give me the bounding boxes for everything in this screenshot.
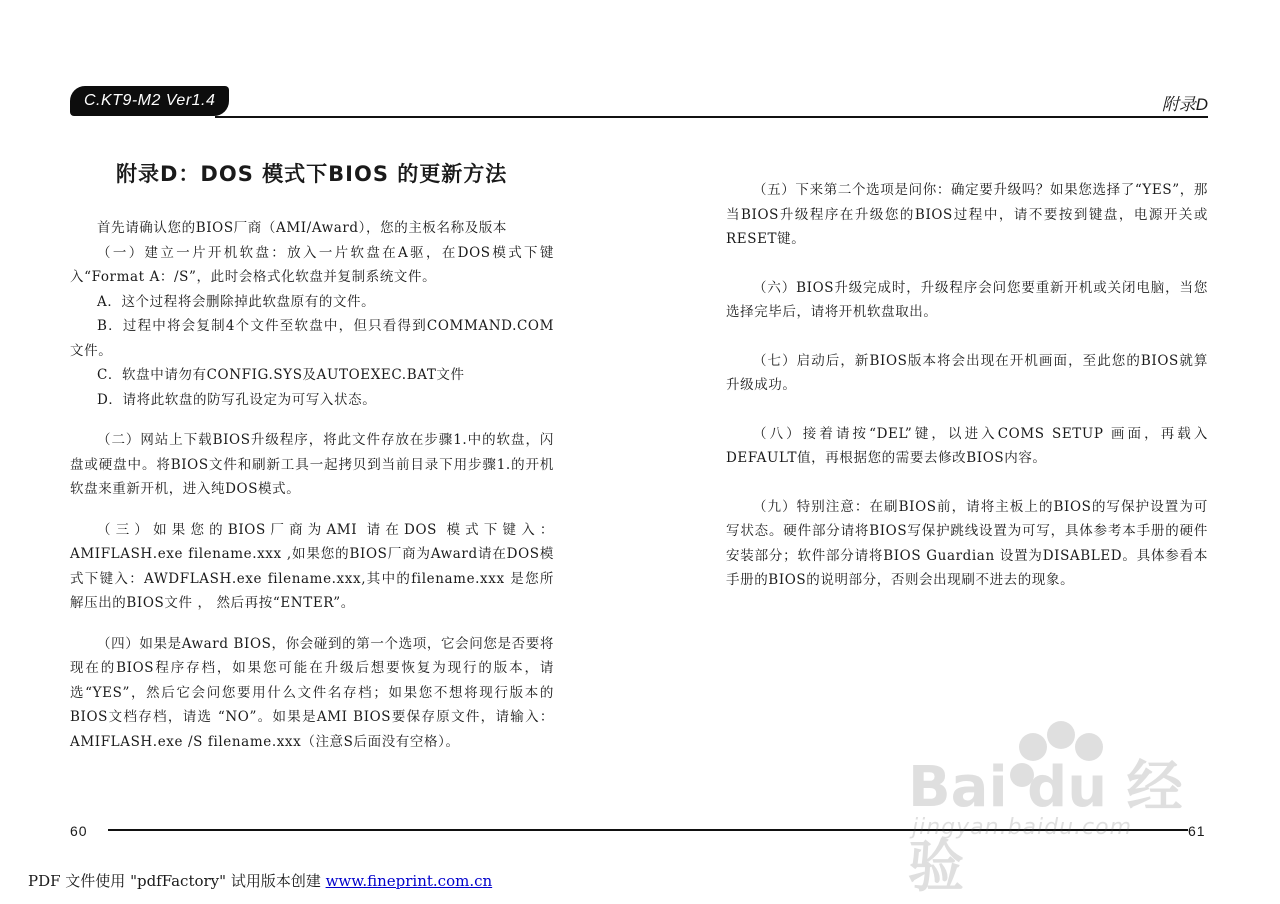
paragraph-step-3: （三）如果您的BIOS厂商为AMI 请在DOS 模式下键入：AMIFLASH.exe filename.xxx ,如果您的BIOS厂商为Award请在DOS模式下键入：AWDFLASH.exe filename.xxx,其中的filename.xxx 是您所解压出的BIOS文件 ， 然后再按“ENTER”。 (70, 521, 554, 611)
fineprint-link[interactable]: www.fineprint.com.cn (325, 872, 493, 890)
pdf-factory-note (28, 870, 492, 891)
baidu-watermark (908, 705, 1208, 900)
version-badge: C.KT9-M2 Ver1.4 (70, 86, 229, 116)
paragraph-step-1a: A．这个过程将会删除掉此软盘原有的文件。 (97, 293, 376, 310)
paragraph-step-1d: D．请将此软盘的防写孔设定为可写入状态。 (97, 391, 377, 408)
paragraph-step-5: （五）下来第二个选项是问你：确定要升级吗？如果您选择了“YES”，那当BIOS升级程序在升级您的BIOS过程中，请不要按到键盘，电源开关或RESET键。 (726, 182, 1208, 247)
paragraph-step-9: （九）特别注意：在刷BIOS前，请将主板上的BIOS的写保护设置为可写状态。硬件部分请将BIOS写保护跳线设置为可写，具体参考本手册的硬件安装部分；软件部分请将BIOS Guardian 设置为DISABLED。具体参看本手册的BIOS的说明部分，否则会出现刷不进去的现象。 (726, 498, 1208, 588)
paragraph-step-6: （六）BIOS升级完成时，升级程序会问您要重新开机或关闭电脑，当您选择完毕后，请将开机软盘取出。 (726, 279, 1208, 320)
paragraph-step-8: （八）接着请按“DEL”键，以进入COMS SETUP 画面，再载入DEFAULT值，再根据您的需要去修改BIOS内容。 (726, 425, 1208, 466)
paragraph-intro: 首先请确认您的BIOS厂商（AMI/Award），您的主板名称及版本 (97, 220, 508, 236)
watermark-url: jingyan.baidu.com (912, 815, 1133, 840)
paragraph-step-1: （一）建立一片开机软盘：放入一片软盘在A驱，在DOS模式下键入“Format A：/S”，此时会格式化软盘并复制系统文件。 (70, 244, 554, 285)
pdf-note-text: PDF 文件使用 "pdfFactory" 试用版本创建 (28, 872, 326, 890)
watermark-brand: Bai du 经验 (908, 755, 1183, 900)
header-rule (215, 116, 1208, 118)
page-number-left: 60 (70, 823, 88, 839)
page-number-right: 61 (1188, 823, 1206, 839)
paragraph-step-2: （二）网站上下载BIOS升级程序，将此文件存放在步骤1.中的软盘，闪盘或硬盘中。将BIOS文件和刷新工具一起拷贝到当前目录下用步骤1.的开机软盘来重新开机，进入纯DOS模式。 (70, 432, 554, 497)
paragraph-step-1b: B．过程中将会复制4个文件至软盘中，但只看得到COMMAND.COM 文件。 (70, 318, 554, 359)
right-page (726, 178, 1208, 593)
paragraph-step-4: （四）如果是Award BIOS，你会碰到的第一个选项，它会问您是否要将现在的BIOS程序存档，如果您可能在升级后想要恢复为现行的版本，请选“YES”，然后它会问您要用什么文件名存档；如果您不想将现行版本的BIOS文档存档，请选 “NO”。如果是AMI BIOS要保存原文件，请输入：AMIFLASH.exe /S filename.xxx（注意S后面没有空格）。 (70, 635, 554, 750)
appendix-label: 附录D (1161, 95, 1208, 114)
page-title: 附录D：DOS 模式下BIOS 的更新方法 (116, 162, 508, 186)
paragraph-step-1c: C．软盘中请勿有CONFIG.SYS及AUTOEXEC.BAT文件 (97, 367, 465, 383)
paragraph-step-7: （七）启动后，新BIOS版本将会出现在开机画面，至此您的BIOS就算升级成功。 (726, 352, 1208, 393)
left-page (70, 158, 554, 754)
